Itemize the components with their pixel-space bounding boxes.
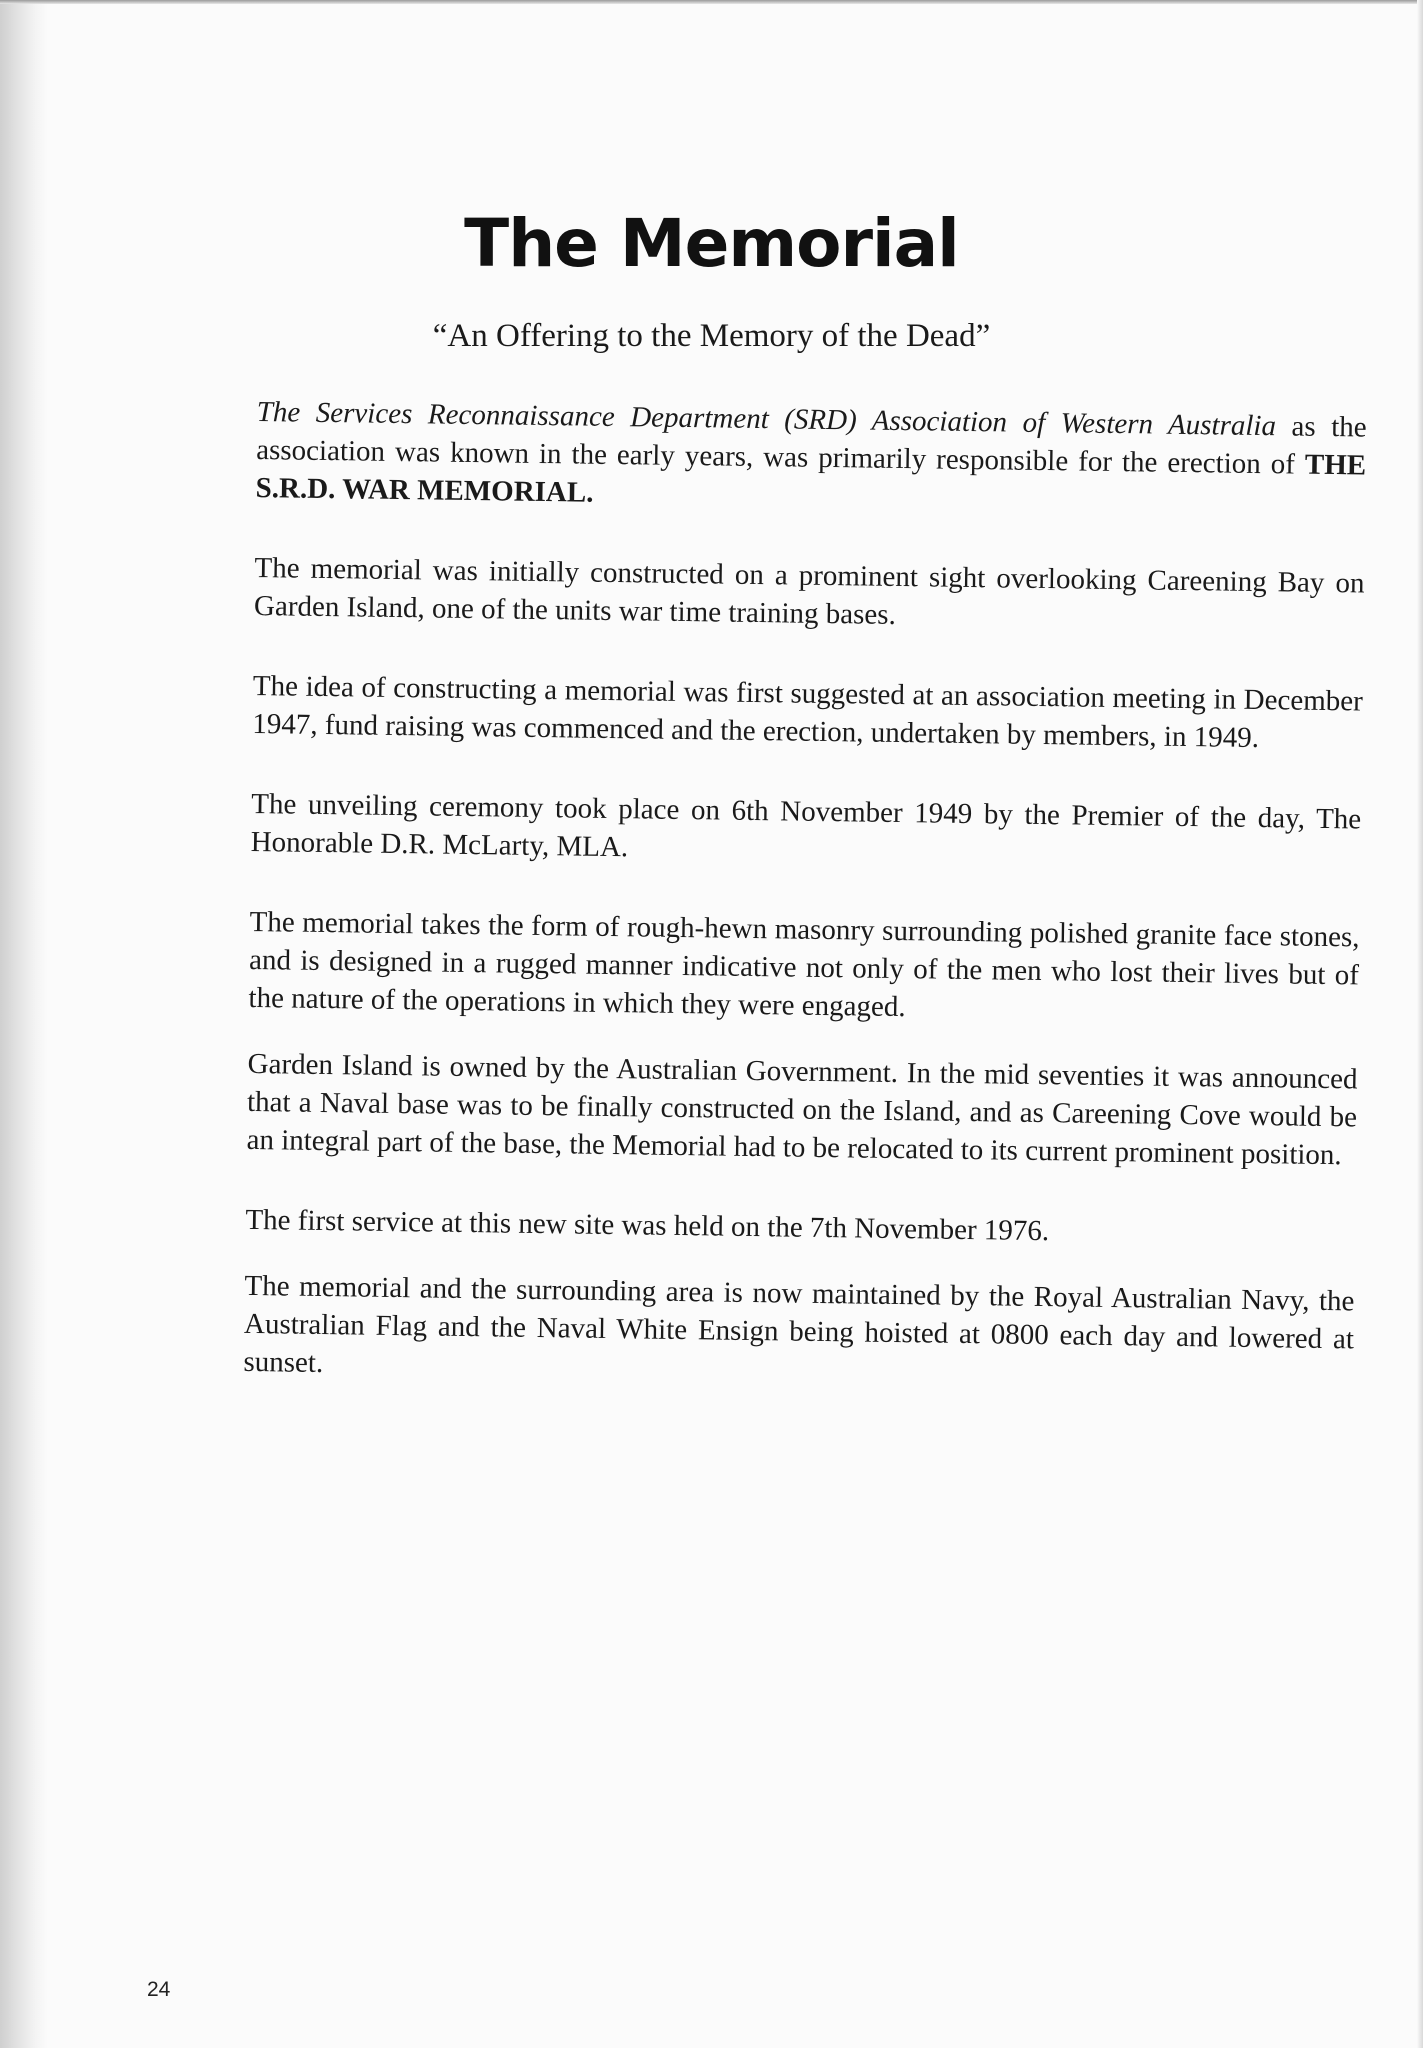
paragraph-first-service: The first service at this new site was held on the 7th November 1976.	[245, 1203, 1050, 1248]
page-right-edge	[1417, 0, 1423, 2048]
paragraph-idea: The idea of constructing a memorial was first suggested at an association meeting in December 1947, fund raising was commenced and the erection, undertaken by members, in 1949.	[252, 669, 1364, 755]
association-text: as the association was known in the early years, was primarily responsible for the erection of	[255, 410, 1367, 481]
page-binding-edge	[0, 0, 48, 2048]
memorial-name: THE S.R.D. WAR MEMORIAL.	[255, 448, 1367, 509]
paragraph-relocation: Garden Island is owned by the Australian Government. In the mid seventies it was announced that a Naval base was to be finally constructed on the Island, and as Careening Cove would be an integral part of the base, the Memorial had to be relocated to its current prominent position.	[246, 1047, 1358, 1172]
page-subtitle: “An Offering to the Memory of the Dead”	[432, 318, 991, 354]
page-title: The Memorial	[464, 205, 959, 282]
association-name: The Services Reconnaissance Department (SRD) Association of Western Australia	[256, 395, 1277, 443]
page-number: 24	[147, 1978, 171, 2001]
page-top-edge	[0, 0, 1423, 4]
article-body	[243, 393, 1367, 1438]
paragraph-unveiling: The unveiling ceremony took place on 6th November 1949 by the Premier of the day, The Honorable D.R. McLarty, MLA.	[250, 787, 1362, 864]
paragraph-design: The memorial takes the form of rough-hewn masonry surrounding polished granite face stones, and is designed in a rugged manner indicative not only of the men who lost their lives but of the nature of the operations in which they were engaged.	[248, 905, 1360, 1024]
paragraph-association	[255, 393, 1366, 522]
paragraph-maintenance: The memorial and the surrounding area is now maintained by the Royal Australian Navy, the Australian Flag and the Naval White Ensign being hoisted at 0800 each day and lowered at sunset.	[243, 1269, 1355, 1380]
paragraph-original-site: The memorial was initially constructed on a prominent sight overlooking Careening Bay on Garden Island, one of the units war time training bases.	[253, 551, 1365, 631]
